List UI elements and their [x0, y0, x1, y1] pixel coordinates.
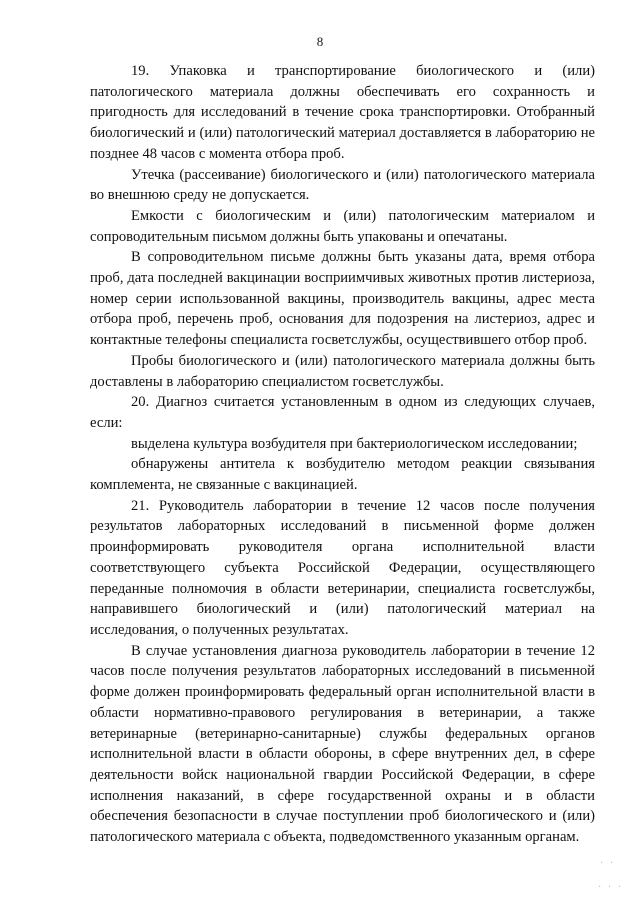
scan-artifact-mark: · ·: [600, 858, 616, 869]
paragraph-21-head-of-lab: 21. Руководитель лаборатории в течение 12 часов после получения результатов лабораторных исследований в письменной форме должен проинформировать руководителя органа исполнительной власти соответствующего субъекта Российской Федерации, осуществляющего переданные полномочия в области ветеринарии, специалиста госветслужбы, направившего биологический и (или) патологический материал на исследования, о полученных результатах.: [90, 497, 595, 638]
page-number: 8: [316, 34, 324, 49]
paragraph-culture: выделена культура возбудителя при бактериологическом исследовании;: [131, 435, 578, 452]
scan-artifact-mark: · · ·: [598, 882, 623, 893]
paragraph-leakage: Утечка (рассеивание) биологического и (или) патологического материала во внешнюю среду не допускается.: [90, 166, 595, 204]
document-body: [90, 61, 595, 848]
paragraph-19-packaging: 19. Упаковка и транспортирование биологического и (или) патологического материала должны обеспечивать его сохранность и пригодность для исследований в течение срока транспортировки. Отобранный биологический и (или) патологический материал доставляется в лабораторию не позднее 48 часов с момента отбора проб.: [90, 63, 595, 162]
paragraph-antibodies: обнаружены антитела к возбудителю методом реакции связывания комплемента, не связанные с вакцинацией.: [90, 456, 595, 494]
paragraph-containers: Емкости с биологическим и (или) патологическим материалом и сопроводительным письмом должны быть упакованы и опечатаны.: [90, 207, 595, 245]
paragraph-delivery: Пробы биологического и (или) патологического материала должны быть доставлены в лабораторию специалистом госветслужбы.: [90, 352, 595, 390]
paragraph-cover-letter: В сопроводительном письме должны быть указаны дата, время отбора проб, дата последней вакцинации восприимчивых животных против листериоза, номер серии использованной вакцины, производитель вакцины, адрес места отбора проб, перечень проб, основания для подозрения на листериоз, адрес и контактные телефоны специалиста госветслужбы, осуществившего отбор проб.: [90, 249, 595, 349]
paragraph-federal-notification: В случае установления диагноза руководитель лаборатории в течение 12 часов после получения результатов лабораторных исследований в письменной форме должен проинформировать федеральный орган исполнительной власти в области нормативно-правового регулирования в ветеринарии, а также ветеринарные (ветеринарно-санитарные) службы федеральных органов исполнительной власти в области обороны, в сфере внутренних дел, в сфере деятельности войск национальной гвардии Российской Федерации, в сфере исполнения наказаний, в сфере государственной охраны и в области обеспечения безопасности в случае поступлении проб биологического и (или) патологического материала с объекта, подведомственного указанным органам.: [90, 642, 595, 846]
paragraph-20-diagnosis: 20. Диагноз считается установленным в одном из следующих случаев, если:: [90, 394, 595, 431]
